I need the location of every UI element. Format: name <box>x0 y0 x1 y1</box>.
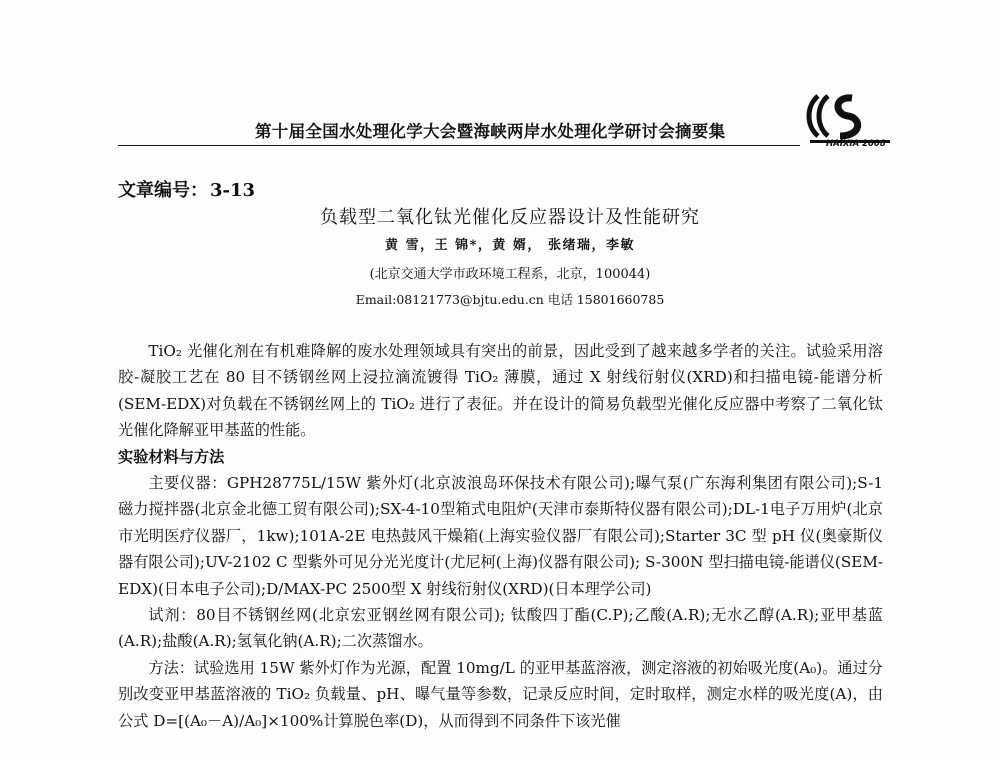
logo-text: HAIXIA 2008 <box>826 139 886 149</box>
article-number <box>118 176 255 202</box>
abstract-paragraph: TiO₂ 光催化剂在有机难降解的废水处理领域具有突出的前景，因此受到了越来越多学者的关注。试验采用溶胶-凝胶工艺在 80 目不锈钢丝网上浸拉滴流镀得 TiO₂ 薄膜，通过 X 射线衍射仪(XRD)和扫描电镜-能谱分析(SEM-EDX)对负载在不锈钢丝网上的 TiO₂ 进行了表征。并在设计的简易负载型光催化反应器中考察了二氧化钛光催化降解亚甲基蓝的性能。 <box>118 342 883 440</box>
author-contact: Email:08121773@bjtu.edu.cn 电话 15801660785 <box>355 292 665 307</box>
section-heading: 实验材料与方法 <box>118 447 225 466</box>
conference-header-title: 第十届全国水处理化学大会暨海峡两岸水处理化学研讨会摘要集 <box>255 122 726 141</box>
author-affiliation: (北京交通大学市政环境工程系，北京，100044) <box>369 267 651 282</box>
method-paragraph: 方法：试验选用 15W 紫外灯作为光源，配置 10mg/L 的亚甲基蓝溶液，测定溶液的初始吸光度(A₀)。通过分别改变亚甲基蓝溶液的 TiO₂ 负载量、pH、曝气量等参数，记录反应时间，定时取样，测定水样的吸光度(A)，由公式 D=[(A₀－A)/A₀]×100%计算脱色率(D)，从而得到不同条件下该光催 <box>118 658 883 730</box>
article-number-value: 3-13 <box>210 180 256 201</box>
author-list: 黄 雪，王 锦*，黄 婿， 张绪瑞，李敏 <box>385 238 635 253</box>
instruments-paragraph: 主要仪器：GPH28775L/15W 紫外灯(北京波浪岛环保技术有限公司);曝气泵(广东海利集团有限公司);S-1 磁力搅拌器(北京金北德工贸有限公司);SX-4-10型箱式电阻炉(天津市泰斯特仪器有限公司);DL-1电子万用炉(北京市光明医疗仪器厂，1kw);101A-2E 电热鼓风干燥箱(上海实验仪器厂有限公司);Starter 3C 型 pH 仪(奥豪斯仪器有限公司);UV-2102 C 型紫外可见分光光度计(尤尼柯(上海)仪器有限公司); S-300N 型扫描电镜-能谱仪(SEM-EDX)(日本电子公司);D/MAX-PC 2500型 X 射线衍射仪(XRD)(日本理学公司) <box>118 474 883 598</box>
article-number-label: 文章编号： <box>118 180 208 201</box>
reagents-paragraph: 试剂：80目不锈钢丝网(北京宏亚钢丝网有限公司); 钛酸四丁酯(C.P);乙酸(A.R);无水乙醇(A.R);亚甲基蓝(A.R);盐酸(A.R);氢氧化钠(A.R);二次蒸馏水。 <box>118 606 883 651</box>
abstract-body <box>118 338 883 734</box>
paper-title: 负载型二氧化钛光催化反应器设计及性能研究 <box>320 207 700 228</box>
header-rule <box>118 145 800 146</box>
